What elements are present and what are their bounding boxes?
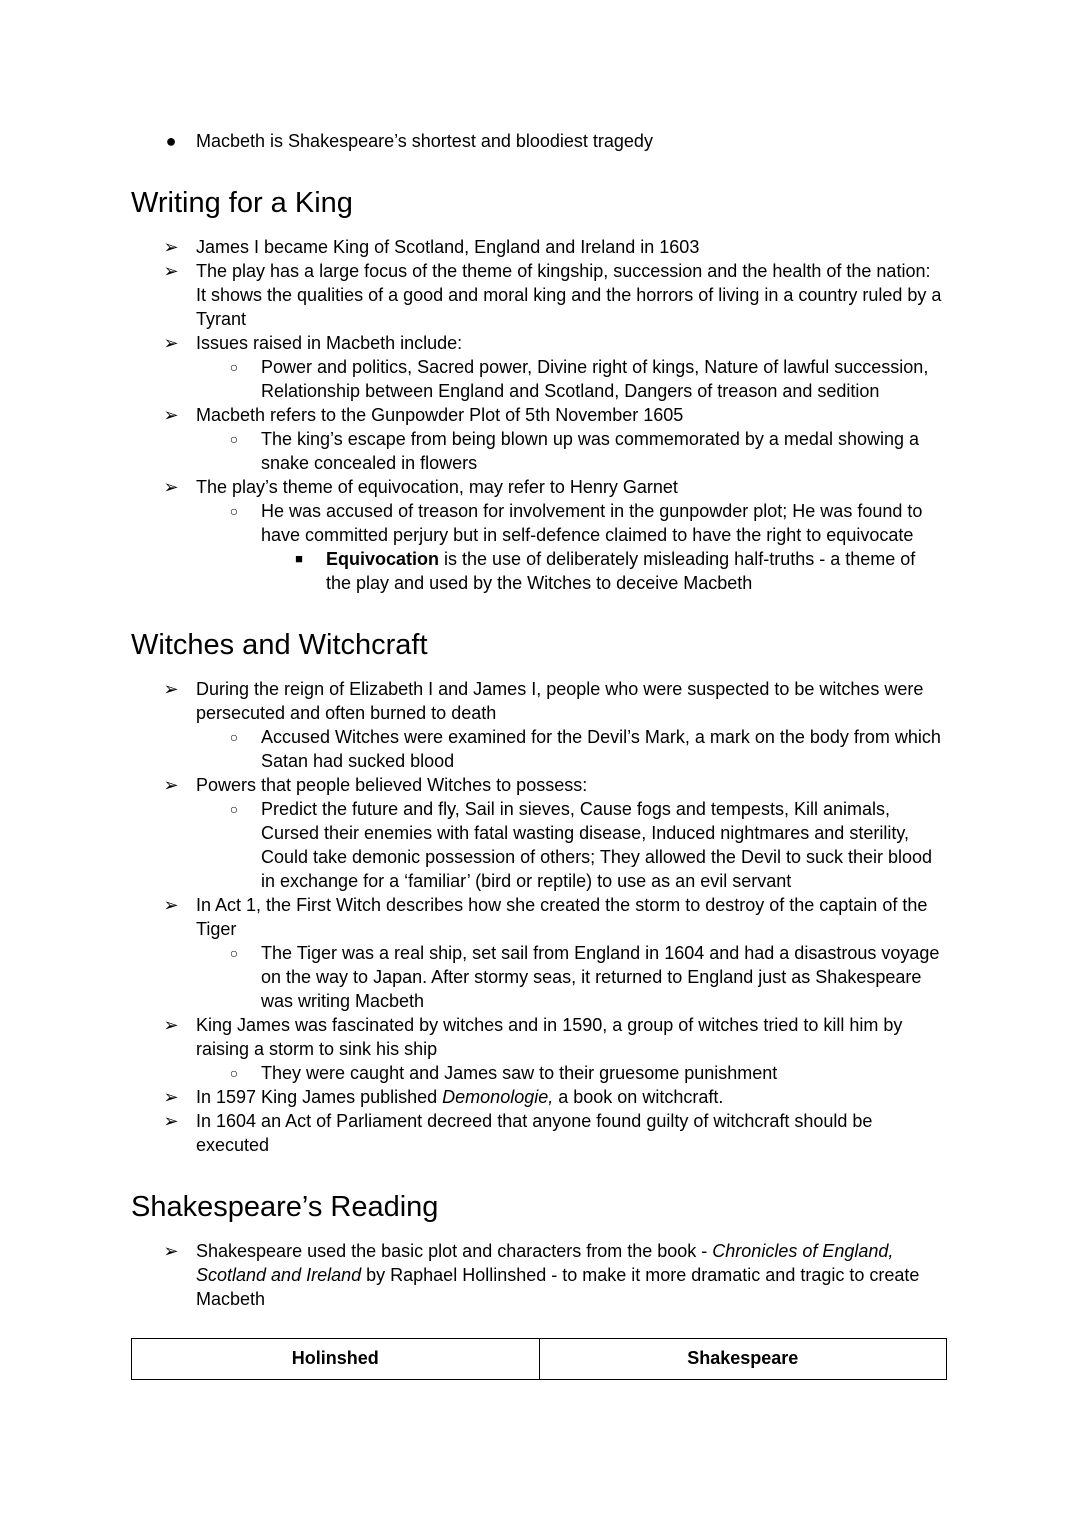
list-item-text [196, 677, 923, 701]
text-run: Macbeth is Shakespeare’s shortest and bloodiest tragedy [196, 131, 653, 151]
text-run: the play and used by the Witches to deceive Macbeth [326, 573, 753, 593]
section-heading: Witches and Witchcraft [131, 629, 428, 661]
list-item-line [0, 307, 1080, 331]
italic-text: Scotland and Ireland [196, 1265, 362, 1285]
circle-bullet-icon: ○ [229, 431, 239, 447]
list-item-line [0, 989, 1080, 1013]
list-item-line [0, 451, 1080, 475]
list-item-text [196, 1013, 902, 1037]
text-run: Cursed their enemies with fatal wasting disease, Induced nightmares and sterility, [261, 823, 909, 843]
list-item-line [0, 1085, 1080, 1109]
list-item-line [0, 893, 1080, 917]
arrow-bullet-icon: ➢ [163, 1015, 179, 1035]
list-item-text [196, 893, 927, 917]
list-item-text [196, 235, 699, 259]
arrow-bullet-icon: ➢ [163, 405, 179, 425]
text-run: Power and politics, Sacred power, Divine right of kings, Nature of lawful succession, [261, 357, 929, 377]
list-item-text [261, 797, 890, 821]
list-item-line [0, 571, 1080, 595]
list-item-line [0, 283, 1080, 307]
list-item-text [196, 1037, 437, 1061]
list-item-line [0, 1037, 1080, 1061]
text-run: executed [196, 1135, 270, 1155]
text-run: have committed perjury but in self-defence claimed to have the right to equivocate [261, 525, 914, 545]
list-item-line [0, 701, 1080, 725]
list-item-line [0, 845, 1080, 869]
arrow-bullet-icon: ➢ [163, 679, 179, 699]
list-item-line [0, 965, 1080, 989]
list-item-text [261, 941, 939, 965]
text-run: James I became King of Scotland, England and Ireland in 1603 [196, 237, 700, 257]
list-item-text [196, 1085, 723, 1109]
italic-text: Chronicles of England, [712, 1241, 894, 1261]
list-item-text [261, 821, 909, 845]
text-run: They were caught and James saw to their gruesome punishment [261, 1063, 778, 1083]
list-item-line [0, 1239, 1080, 1263]
list-item-text [261, 989, 424, 1013]
list-item-line [0, 917, 1080, 941]
list-item-line [0, 1263, 1080, 1287]
circle-bullet-icon: ○ [229, 359, 239, 375]
list-item-line [0, 475, 1080, 499]
list-item-text [326, 571, 752, 595]
arrow-bullet-icon: ➢ [163, 1111, 179, 1131]
text-run: snake concealed in flowers [261, 453, 478, 473]
list-item-line [0, 1013, 1080, 1037]
list-item-text [261, 355, 928, 379]
list-item-text [326, 547, 915, 571]
list-item-line [0, 547, 1080, 571]
arrow-bullet-icon: ➢ [163, 1087, 179, 1107]
text-run: raising a storm to sink his ship [196, 1039, 438, 1059]
list-item-text [196, 283, 941, 307]
text-run: Powers that people believed Witches to possess: [196, 775, 588, 795]
arrow-bullet-icon: ➢ [163, 775, 179, 795]
dot-bullet-icon: ● [165, 131, 177, 151]
text-run: on the way to Japan. After stormy seas, it returned to England just as Shakespeare [261, 967, 922, 987]
arrow-bullet-icon: ➢ [163, 895, 179, 915]
arrow-bullet-icon: ➢ [163, 261, 179, 281]
text-run: Tiger [196, 919, 237, 939]
circle-bullet-icon: ○ [229, 801, 239, 817]
list-item-text [261, 427, 919, 451]
comparison-table [131, 1338, 947, 1380]
text-run: Tyrant [196, 309, 247, 329]
text-run: The Tiger was a real ship, set sail from England in 1604 and had a disastrous voyage [261, 943, 940, 963]
circle-bullet-icon: ○ [229, 503, 239, 519]
text-run: During the reign of Elizabeth I and James I, people who were suspected to be witches were [196, 679, 924, 699]
italic-text: Demonologie, [442, 1087, 554, 1107]
text-run: King James was fascinated by witches and in 1590, a group of witches tried to kill him by [196, 1015, 903, 1035]
text-run: a book on witchcraft. [553, 1087, 724, 1107]
text-run: Shakespeare used the basic plot and characters from the book - [196, 1241, 713, 1261]
list-item-text [261, 523, 913, 547]
table-header-shakespeare: Shakespeare [539, 1339, 947, 1379]
document-body [0, 129, 1080, 1311]
text-run: He was accused of treason for involvement in the gunpowder plot; He was found to [261, 501, 923, 521]
list-item-text [196, 1109, 872, 1133]
text-run: It shows the qualities of a good and moral king and the horrors of living in a country ruled by a [196, 285, 942, 305]
list-item-line [0, 523, 1080, 547]
list-item-text [196, 307, 246, 331]
list-item-line [0, 797, 1080, 821]
text-run: in exchange for a ‘familiar’ (bird or reptile) to use as an evil servant [261, 871, 792, 891]
arrow-bullet-icon: ➢ [163, 1241, 179, 1261]
list-item-text [261, 379, 879, 403]
list-item-line [0, 1287, 1080, 1311]
arrow-bullet-icon: ➢ [163, 333, 179, 353]
list-item-line [0, 379, 1080, 403]
list-item-line [0, 1133, 1080, 1157]
bold-text: Equivocation [326, 549, 440, 569]
list-item-text [196, 1239, 893, 1263]
section-heading: Shakespeare’s Reading [131, 1191, 439, 1223]
square-bullet-icon: ■ [295, 551, 303, 566]
list-item-line [0, 677, 1080, 701]
list-item-text [261, 965, 921, 989]
text-run: was writing Macbeth [261, 991, 425, 1011]
list-item-line [0, 235, 1080, 259]
text-run: In 1604 an Act of Parliament decreed that anyone found guilty of witchcraft should be [196, 1111, 873, 1131]
text-run: Issues raised in Macbeth include: [196, 333, 463, 353]
section-heading: Writing for a King [131, 187, 353, 219]
list-item-text [196, 475, 678, 499]
list-item-text [261, 451, 477, 475]
text-run: Satan had sucked blood [261, 751, 455, 771]
list-item-line [0, 331, 1080, 355]
list-item-text [196, 773, 587, 797]
text-run: persecuted and often burned to death [196, 703, 497, 723]
list-item-line [0, 941, 1080, 965]
text-run: Could take demonic possession of others; They allowed the Devil to suck their blood [261, 847, 933, 867]
list-item-text [196, 259, 930, 283]
text-run: by Raphael Hollinshed - to make it more dramatic and tragic to create [361, 1265, 920, 1285]
list-item-line [0, 869, 1080, 893]
list-item-line [0, 821, 1080, 845]
arrow-bullet-icon: ➢ [163, 477, 179, 497]
list-item-text [196, 331, 462, 355]
list-item-line [0, 259, 1080, 283]
list-item-text [196, 917, 236, 941]
list-item-text [261, 749, 454, 773]
circle-bullet-icon: ○ [229, 945, 239, 961]
list-item-line [0, 499, 1080, 523]
text-run: The play has a large focus of the theme of kingship, succession and the health of the nation: [196, 261, 931, 281]
list-item-line [0, 773, 1080, 797]
circle-bullet-icon: ○ [229, 1065, 239, 1081]
list-item-text [261, 499, 922, 523]
text-run: In 1597 King James published [196, 1087, 443, 1107]
list-item-line [0, 129, 1080, 153]
list-item-text [196, 1133, 269, 1157]
list-item-text [261, 845, 932, 869]
list-item-line [0, 355, 1080, 379]
text-run: Predict the future and fly, Sail in sieves, Cause fogs and tempests, Kill animals, [261, 799, 890, 819]
list-item-text [196, 403, 683, 427]
text-run: The king’s escape from being blown up was commemorated by a medal showing a [261, 429, 920, 449]
text-run: Relationship between England and Scotland, Dangers of treason and sedition [261, 381, 880, 401]
list-item-text [196, 1263, 919, 1287]
text-run: The play’s theme of equivocation, may refer to Henry Garnet [196, 477, 678, 497]
circle-bullet-icon: ○ [229, 729, 239, 745]
list-item-line [0, 1109, 1080, 1133]
list-item-line [0, 1061, 1080, 1085]
list-item-line [0, 749, 1080, 773]
text-run: Macbeth [196, 1289, 266, 1309]
list-item-line [0, 427, 1080, 451]
text-run: Accused Witches were examined for the Devil’s Mark, a mark on the body from which [261, 727, 941, 747]
text-run: In Act 1, the First Witch describes how she created the storm to destroy of the captain of the [196, 895, 928, 915]
list-item-text [196, 701, 496, 725]
list-item-line [0, 725, 1080, 749]
list-item-text [261, 869, 791, 893]
text-run: Macbeth refers to the Gunpowder Plot of 5th November 1605 [196, 405, 684, 425]
list-item-text [261, 725, 941, 749]
text-run: is the use of deliberately misleading half-truths - a theme of [439, 549, 916, 569]
table-header-holinshed: Holinshed [291, 1348, 379, 1368]
arrow-bullet-icon: ➢ [163, 237, 179, 257]
list-item-text [261, 1061, 777, 1085]
list-item-text [196, 1287, 265, 1311]
list-item-line [0, 403, 1080, 427]
list-item-text [196, 129, 653, 153]
